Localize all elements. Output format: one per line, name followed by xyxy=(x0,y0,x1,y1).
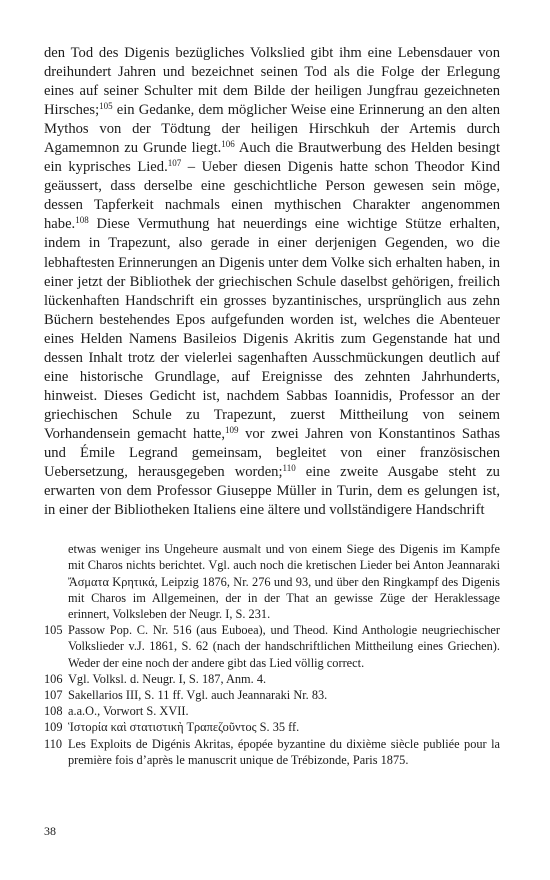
footnote-number: 108 xyxy=(44,704,63,719)
body-text-segment: ein Gedanke, dem möglicher Weise eine Erinnerung an den alten Mythos von der Tödtung der heiligen Hirschkuh der Artemis durch Agamemnon zu Grunde liegt. xyxy=(44,102,500,157)
footnote-ref-109[interactable]: 109 xyxy=(225,424,239,435)
footnote-106 xyxy=(44,671,500,687)
footnote-text: Passow Pop. C. Nr. 516 (aus Euboea), und Theod. Kind Anthologie neugriechischer Volkslieder v.J. 1861, S. 62 (nach der handschriftlichen Mittheilung eines Griechen). Weder der eine noch der andere gibt das Lied völlig correct. xyxy=(68,623,500,670)
footnote-109 xyxy=(44,719,500,735)
footnote-ref-110[interactable]: 110 xyxy=(282,463,296,474)
footnote-number: 107 xyxy=(44,688,63,702)
footnote-number: 106 xyxy=(44,671,63,686)
page xyxy=(44,44,500,768)
body-text-segment: – Ueber diesen Digenis hatte schon Theodor Kind geäussert, dass derselbe eine geschichtliche Person gewesen sein möge, dessen Tapferkeit nachmals einen mythischen Charakter angenommen habe. xyxy=(44,159,500,233)
footnote-number: 109 xyxy=(44,720,63,735)
footnote-108 xyxy=(44,703,500,719)
footnotes xyxy=(44,541,500,768)
body-text-segment: Diese Vermuthung hat neuerdings eine wichtige Stütze erhalten, indem in Trapezunt, also gerade in einer derjenigen Gegenden, wo die lebhaftesten Erinnerungen an Digenis unter dem Volke sich erhalten haben, in einer jetzt der Bibliothek der griechischen Schule daselbst gehörigen, freilich lückenhaften Handschrift ein grosses byzantinisches, ursprünglich aus zehn Büchern bestehendes Epos aufgefunden worden ist, welches die Abenteuer eines Helden Namens Basileios Digenis Akritis zum Gegenstande hat und dessen Inhalt trotz der vielerlei sagenhaften Ausschmückungen deutlich auf eine historische Grundlage, auf Ereignisse des zehnten Jahrhunderts, hinweist. Dieses Gedicht ist, nachdem Sabbas Ioannidis, Professor an der griechischen Schule zu Trapezunt, zuerst Mittheilung von seinem Vorhandensein gemacht hatte, xyxy=(44,216,500,442)
footnote-text: Vgl. Volksl. d. Neugr. I, S. 187, Anm. 4. xyxy=(68,671,267,686)
footnote-text: a.a.O., Vorwort S. XVII. xyxy=(68,704,189,719)
footnote-107 xyxy=(44,687,500,703)
body-text-segment: eine zweite Ausgabe steht zu erwarten von dem Professor Giuseppe Müller in Turin, dem es gelungen ist, in einer der Bibliotheken Italiens eine ältere und vollständigere Handschrift xyxy=(44,464,500,519)
footnote-110 xyxy=(44,736,500,768)
page-number: 38 xyxy=(44,824,56,838)
footnote-text: Ἱστορία καὶ στατιστικὴ Τραπεζοῦντος S. 35 ff. xyxy=(68,720,300,735)
footnote-ref-106[interactable]: 106 xyxy=(221,139,235,150)
body-text-segment: vor zwei Jahren von Konstantinos Sathas und Émile Legrand gemeinsam, begleitet von einer französischen Uebersetzung, herausgegeben worden; xyxy=(44,425,501,481)
body-paragraph xyxy=(44,44,500,520)
footnote-number: 110 xyxy=(44,736,63,751)
footnote-number: 105 xyxy=(44,623,63,638)
footnote-ref-108[interactable]: 108 xyxy=(75,215,89,226)
body-text-segment: Auch die Brautwerbung des Helden besingt ein kyprisches Lied. xyxy=(44,140,500,176)
footnote-continuation: etwas weniger ins Ungeheure ausmalt und von einem Siege des Digenis im Kampfe mit Charos nichts berichtet. Vgl. auch noch die kretischen Lieder bei Anton Jeannaraki Ἄσματα Κρητικά, Leipzig 1876, Nr. 276 und 93, und über den Ringkampf des Digenis mit Charos im Allgemeinen, der in der That an gewisse Züge der Heraklessage erinnert, Volksleben der Neugr. I, S. 231. xyxy=(68,542,500,621)
body-text-segment: den Tod des Digenis bezügliches Volkslied gibt ihm eine Lebensdauer von dreihundert Jahren und bezeichnet seinen Tod als die Folge der Erlegung eines auf seiner Schulter mit dem Bilde der heiligen Jungfrau gezeichneten Hirsches; xyxy=(44,45,500,119)
footnote-text: Les Exploits de Digénis Akritas, épopée byzantine du dixième siècle publiée pour la première fois d’après le manuscrit unique de Trébizonde, Paris 1875. xyxy=(68,736,500,767)
footnote-ref-105[interactable]: 105 xyxy=(99,101,113,112)
footnote-105 xyxy=(44,622,500,671)
footnote-text: Sakellarios III, S. 11 ff. Vgl. auch Jeannaraki Nr. 83. xyxy=(68,688,328,702)
footnote-ref-107[interactable]: 107 xyxy=(167,158,182,169)
